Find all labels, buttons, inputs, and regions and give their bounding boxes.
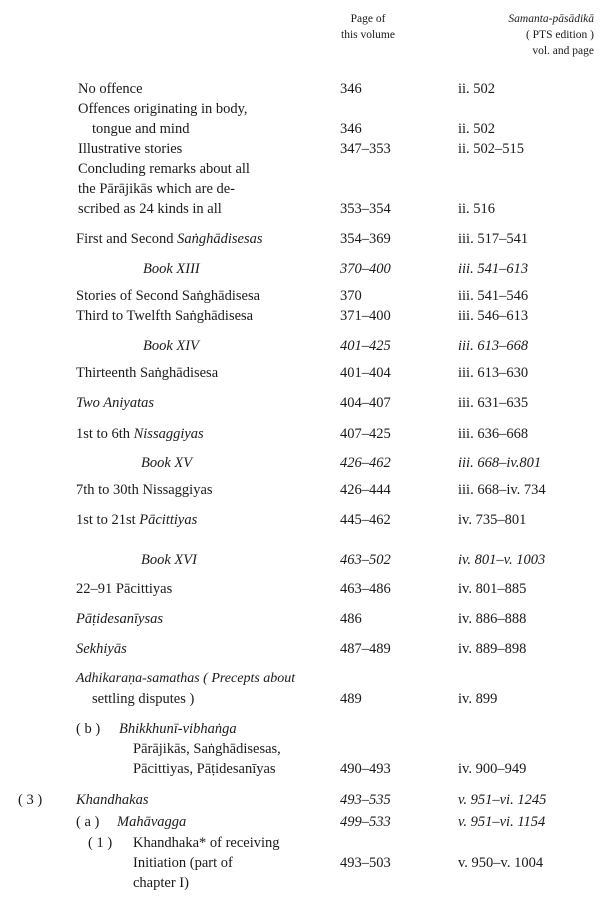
row-marker-a: ( a ) [76, 814, 100, 830]
row-label-bhikkhuni-vibhanga: Bhikkhunī-vibhaṅga [119, 721, 237, 737]
row-pts: ii. 502 [458, 121, 496, 137]
book-heading-xv: Book XV [141, 455, 193, 471]
row-label-22-91-pacittiyas: 22–91 Pācittiyas [76, 581, 173, 597]
row-label-chapter-i: chapter I) [133, 875, 189, 891]
row-label-italic: Nissaggiyas [133, 426, 204, 442]
row-page: 493–535 [340, 792, 391, 808]
row-label-1st-6th-nissaggiyas [76, 424, 204, 444]
row-marker-1: ( 1 ) [88, 835, 113, 851]
row-label-stories-second-sanghadisesa: Stories of Second Saṅghādisesa [76, 288, 261, 304]
row-pts: iv. 886–888 [458, 611, 527, 627]
row-label-italic: Pācittiyas [139, 512, 198, 528]
row-page: 487–489 [340, 641, 391, 657]
row-pts: iii. 613–668 [458, 338, 529, 354]
row-label-plain: First and Second [76, 231, 178, 247]
row-pts: ii. 516 [458, 201, 496, 217]
row-pts: iii. 631–635 [458, 395, 529, 411]
row-label-third-twelfth: Third to Twelfth Saṅghādisesa [76, 308, 254, 324]
row-pts: v. 951–vi. 1245 [458, 792, 547, 808]
row-label-khandhakas: Khandhakas [76, 792, 149, 808]
row-label-parajikas-sanghadisesas: Pārājikās, Saṅghādisesas, [133, 741, 281, 757]
header-pts-line3: vol. and page [532, 45, 594, 57]
row-pts: iv. 900–949 [458, 761, 527, 777]
row-pts: iv. 735–801 [458, 512, 527, 528]
header-page-line2: this volume [341, 29, 395, 41]
book-heading-xiv: Book XIV [143, 338, 199, 354]
row-label-concluding-remarks-cont: the Pārājikās which are de- [78, 181, 236, 197]
header-pts-line1: Samanta-pāsādikā [508, 13, 594, 25]
row-label-initiation: Initiation (part of [133, 855, 233, 871]
row-page: 354–369 [340, 231, 391, 247]
row-pts: iii. 668–iv.801 [458, 455, 542, 471]
row-label-no-offence: No offence [78, 81, 143, 97]
row-pts: iii. 517–541 [458, 231, 529, 247]
row-pts: iii. 668–iv. 734 [458, 482, 546, 498]
row-page: 346 [340, 121, 362, 137]
row-pts: iv. 801–885 [458, 581, 527, 597]
row-pts: iii. 541–613 [458, 261, 529, 277]
row-page: 463–486 [340, 581, 391, 597]
row-pts: iv. 801–v. 1003 [458, 552, 546, 568]
row-label-mahavagga: Mahāvagga [117, 814, 187, 830]
row-page: 370 [340, 288, 362, 304]
row-page: 499–533 [340, 814, 391, 830]
row-label-settling-disputes: settling disputes ) [92, 691, 195, 707]
row-page: 493–503 [340, 855, 391, 871]
row-page: 353–354 [340, 201, 391, 217]
row-page: 401–425 [340, 338, 391, 354]
row-page: 445–462 [340, 512, 391, 528]
row-pts: iii. 546–613 [458, 308, 529, 324]
row-label-italic: Saṅghādisesas [177, 231, 263, 247]
row-label-1st-21st-pacittiyas [76, 510, 197, 530]
row-pts: ii. 502 [458, 81, 496, 97]
row-label-plain: 1st to 6th [76, 426, 134, 442]
row-pts: iii. 636–668 [458, 426, 529, 442]
book-heading-xiii: Book XIII [143, 261, 200, 277]
row-page: 489 [340, 691, 362, 707]
row-page: 347–353 [340, 141, 391, 157]
row-page: 346 [340, 81, 362, 97]
row-label-concluding-remarks: Concluding remarks about all [78, 161, 250, 177]
row-page: 490–493 [340, 761, 391, 777]
row-label-adhikarana-samathas: Adhikaraṇa-samathas ( Precepts about [76, 671, 296, 686]
row-marker-3: ( 3 ) [18, 792, 43, 808]
row-label-concluding-remarks-cont2: scribed as 24 kinds in all [78, 201, 222, 217]
row-page: 370–400 [340, 261, 391, 277]
row-marker-b: ( b ) [76, 721, 101, 737]
row-pts: v. 951–vi. 1154 [458, 814, 546, 830]
row-label-two-aniyatas: Two Aniyatas [76, 395, 155, 411]
row-pts: iii. 613–630 [458, 365, 529, 381]
row-label-offences-originating-cont: tongue and mind [92, 121, 190, 137]
row-label-first-second-sanghadisesas [76, 229, 263, 249]
row-label-sekhiyas: Sekhiyās [76, 641, 127, 657]
row-page: 404–407 [340, 395, 391, 411]
row-label-7th-30th-nissaggiyas: 7th to 30th Nissaggiyas [76, 482, 213, 498]
row-pts: v. 950–v. 1004 [458, 855, 544, 871]
row-page: 486 [340, 611, 362, 627]
row-label-offences-originating: Offences originating in body, [78, 101, 248, 117]
row-page: 401–404 [340, 365, 391, 381]
row-pts: iv. 899 [458, 691, 498, 707]
row-label-patidesaniysas: Pāṭidesanīysas [76, 611, 163, 627]
row-label-illustrative-stories: Illustrative stories [78, 141, 183, 157]
header-page-line1: Page of [350, 13, 386, 25]
row-label-plain: 1st to 21st [76, 512, 140, 528]
row-pts: ii. 502–515 [458, 141, 525, 157]
row-page: 407–425 [340, 426, 391, 442]
row-page: 463–502 [340, 552, 391, 568]
row-pts: iv. 889–898 [458, 641, 527, 657]
header-pts-line2: ( PTS edition ) [525, 29, 594, 41]
row-pts: iii. 541–546 [458, 288, 529, 304]
book-heading-xvi: Book XVI [141, 552, 197, 568]
row-page: 426–462 [340, 455, 391, 471]
header-page-of-volume [316, 11, 420, 43]
row-label-thirteenth: Thirteenth Saṅghādisesa [76, 365, 219, 381]
row-label-khandhaka-receiving: Khandhaka* of receiving [133, 835, 280, 851]
header-pts-edition [464, 11, 594, 59]
row-page: 426–444 [340, 482, 391, 498]
row-label-pacittiyas-patidesaniyas: Pācittiyas, Pāṭidesanīyas [133, 761, 276, 777]
row-page: 371–400 [340, 308, 391, 324]
